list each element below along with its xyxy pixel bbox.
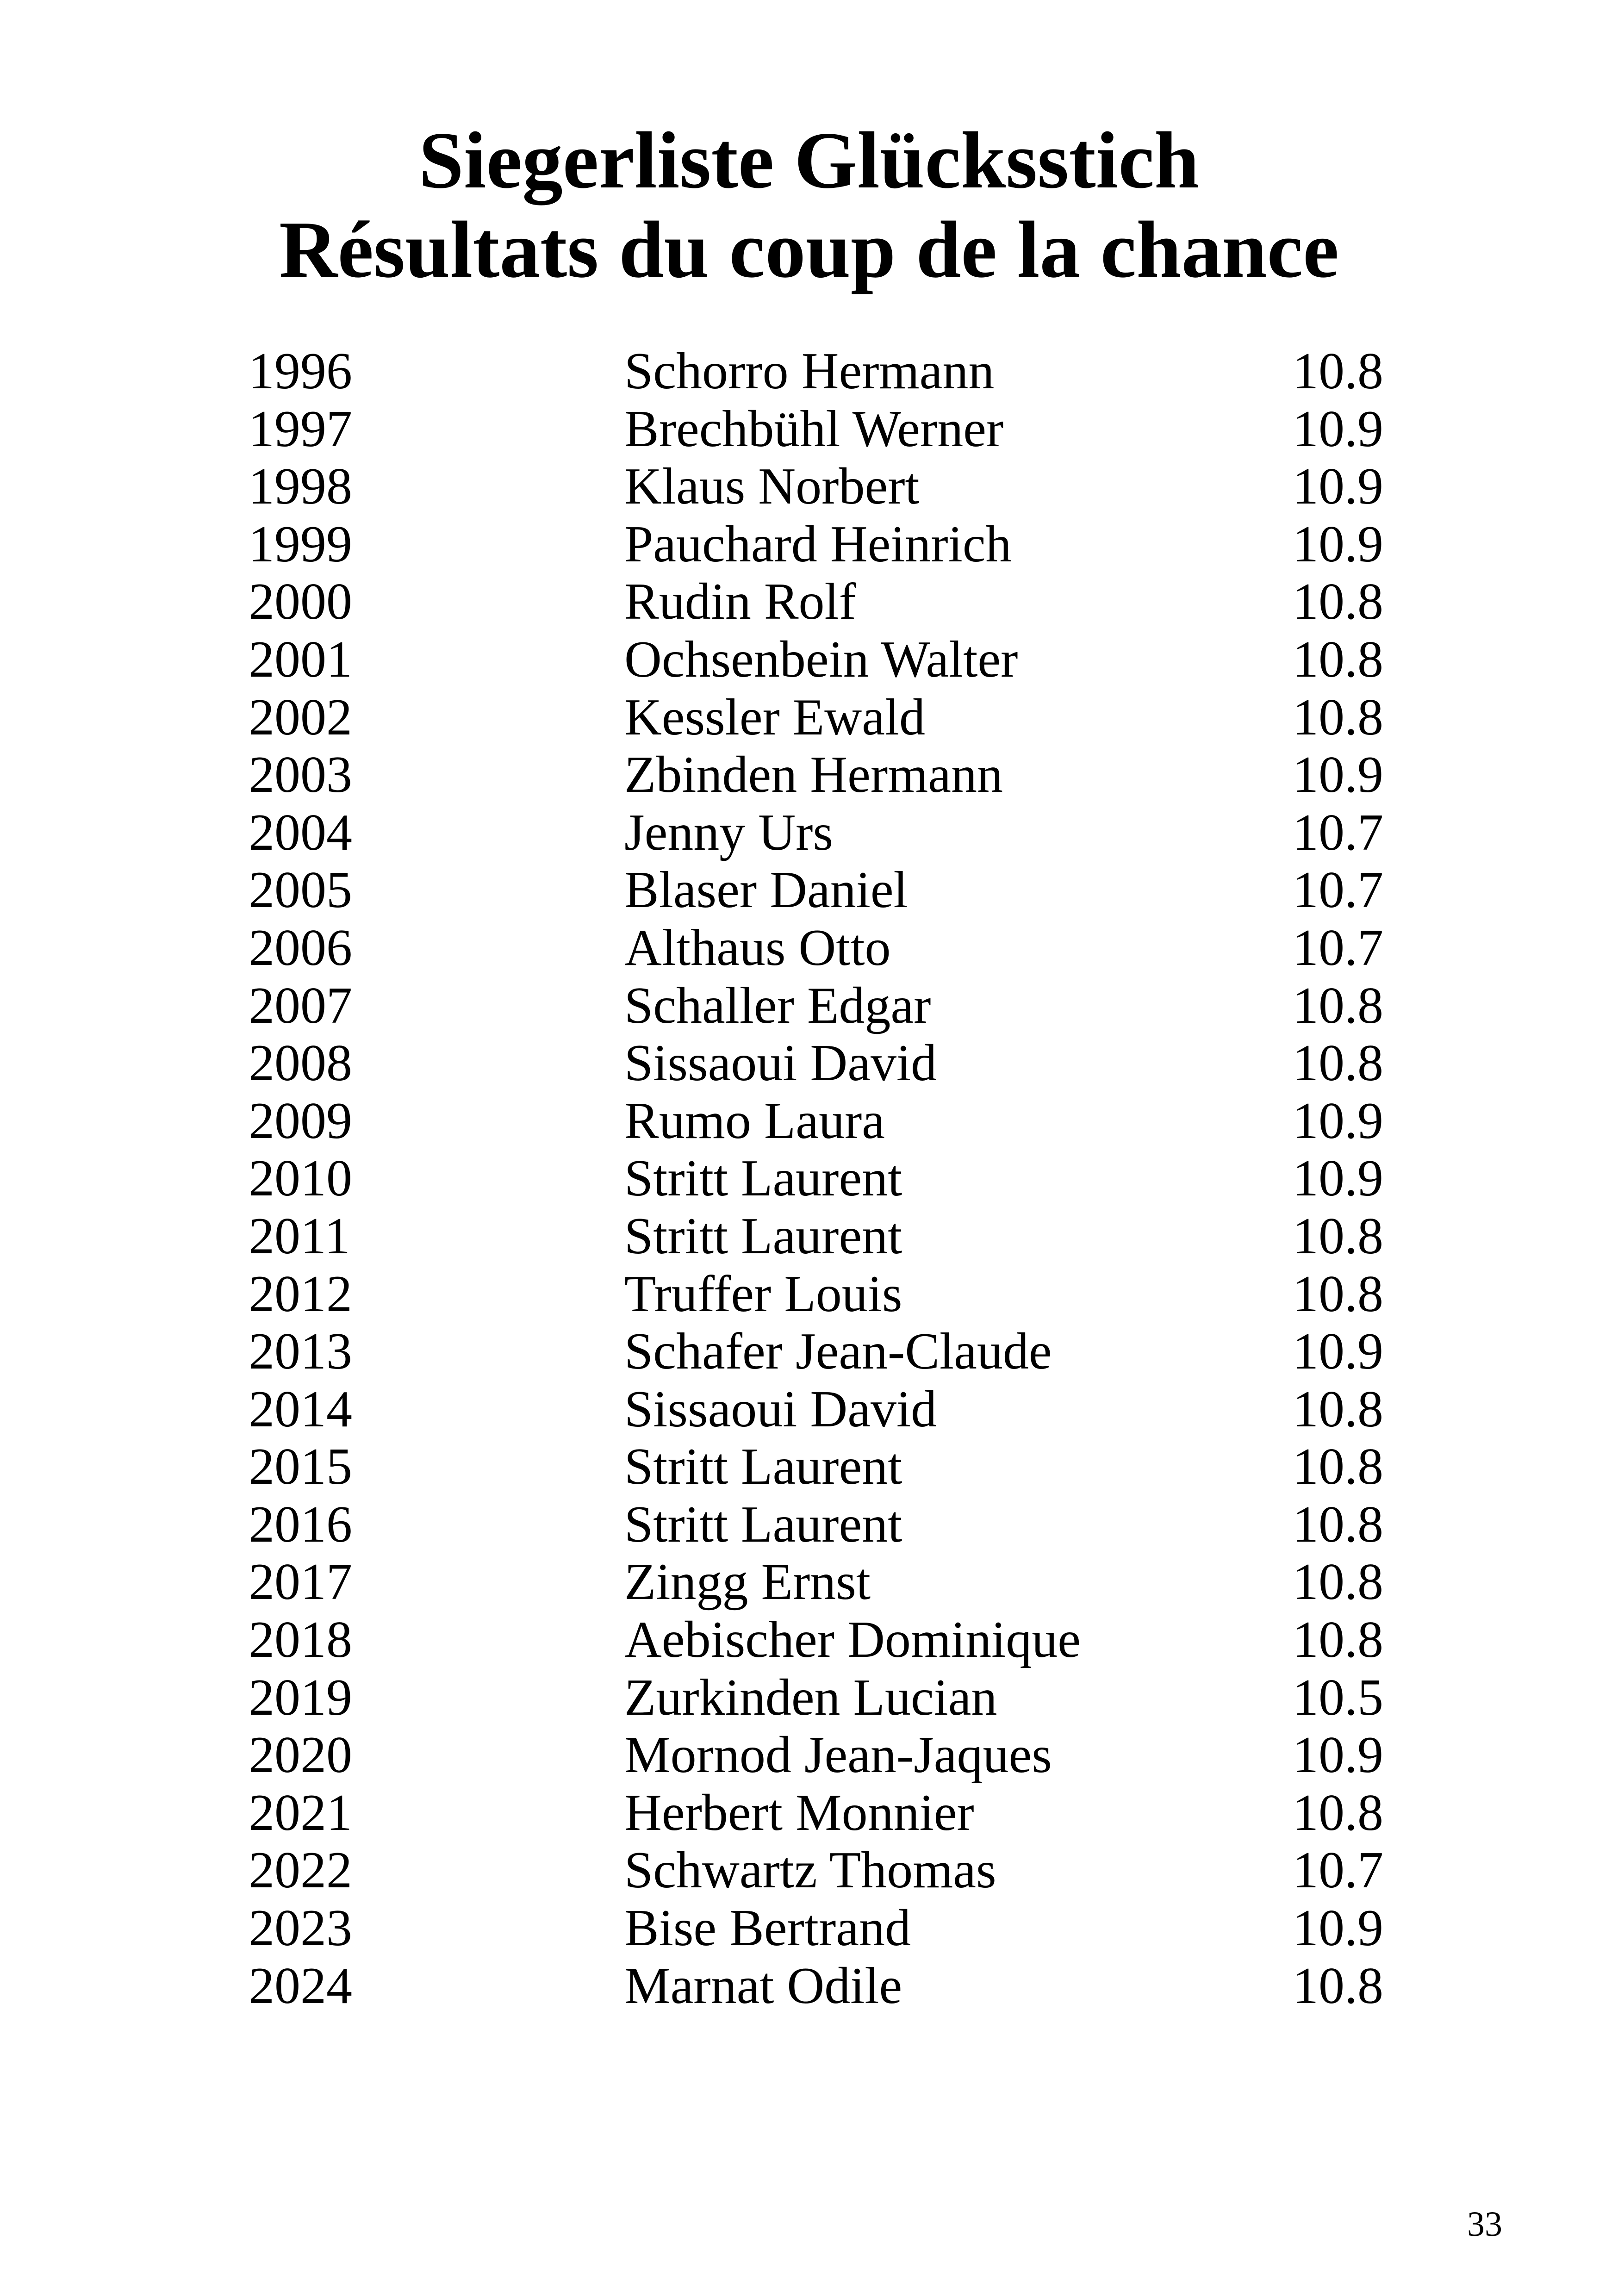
- list-item: [0, 1265, 1618, 1323]
- result-score: 10.7: [1293, 1842, 1383, 1899]
- result-score: 10.8: [1293, 688, 1383, 746]
- result-name: Kessler Ewald: [624, 688, 926, 746]
- list-item: [0, 1784, 1618, 1842]
- list-item: [0, 689, 1618, 747]
- result-score: 10.5: [1293, 1668, 1383, 1726]
- result-score: 10.8: [1293, 1495, 1383, 1553]
- result-year: 2014: [249, 1380, 352, 1438]
- list-item: [0, 1842, 1618, 1899]
- result-year: 2024: [249, 1957, 352, 2015]
- result-name: Stritt Laurent: [624, 1438, 902, 1496]
- list-item: [0, 861, 1618, 919]
- list-item: [0, 1092, 1618, 1150]
- result-score: 10.8: [1293, 1265, 1383, 1323]
- result-name: Blaser Daniel: [624, 861, 908, 919]
- result-year: 2001: [249, 630, 352, 688]
- list-item: [0, 1438, 1618, 1496]
- list-item: [0, 1669, 1618, 1727]
- list-item: [0, 1150, 1618, 1207]
- result-name: Klaus Norbert: [624, 458, 920, 516]
- title-german: Siegerliste Glücksstich: [418, 115, 1200, 205]
- list-item: [0, 573, 1618, 631]
- list-item: [0, 919, 1618, 977]
- result-score: 10.8: [1293, 977, 1383, 1034]
- result-name: Sissaoui David: [624, 1380, 937, 1438]
- result-name: Stritt Laurent: [624, 1150, 902, 1207]
- result-score: 10.8: [1293, 1957, 1383, 2015]
- list-item: [0, 516, 1618, 573]
- list-item: [0, 804, 1618, 862]
- result-year: 2009: [249, 1092, 352, 1150]
- result-year: 2012: [249, 1265, 352, 1323]
- result-score: 10.9: [1293, 515, 1383, 573]
- result-year: 1997: [249, 400, 352, 458]
- result-score: 10.8: [1293, 573, 1383, 631]
- list-item: [0, 400, 1618, 458]
- list-item: [0, 1611, 1618, 1669]
- result-score: 10.8: [1293, 1611, 1383, 1669]
- result-year: 2018: [249, 1611, 352, 1669]
- result-name: Schwartz Thomas: [624, 1842, 996, 1899]
- result-year: 2020: [249, 1726, 352, 1784]
- result-year: 2022: [249, 1842, 352, 1899]
- result-score: 10.8: [1293, 630, 1383, 688]
- result-year: 2023: [249, 1899, 352, 1957]
- page-title: [0, 116, 1618, 294]
- list-item: [0, 1726, 1618, 1784]
- result-year: 1998: [249, 458, 352, 516]
- result-score: 10.8: [1293, 1207, 1383, 1265]
- result-year: 1996: [249, 342, 352, 400]
- result-year: 2021: [249, 1784, 352, 1842]
- result-year: 2006: [249, 919, 352, 977]
- result-year: 2003: [249, 746, 352, 804]
- result-name: Pauchard Heinrich: [624, 515, 1012, 573]
- result-year: 2004: [249, 803, 352, 861]
- result-year: 2007: [249, 977, 352, 1034]
- results-list: [0, 342, 1618, 2015]
- result-score: 10.8: [1293, 342, 1383, 400]
- result-score: 10.9: [1293, 458, 1383, 516]
- result-score: 10.8: [1293, 1438, 1383, 1496]
- list-item: [0, 1957, 1618, 2015]
- result-score: 10.9: [1293, 746, 1383, 804]
- result-score: 10.7: [1293, 861, 1383, 919]
- list-item: [0, 1034, 1618, 1092]
- list-item: [0, 1381, 1618, 1438]
- result-year: 2019: [249, 1668, 352, 1726]
- list-item: [0, 746, 1618, 804]
- result-name: Schorro Hermann: [624, 342, 995, 400]
- result-name: Truffer Louis: [624, 1265, 902, 1323]
- result-name: Aebischer Dominique: [624, 1611, 1081, 1669]
- result-name: Herbert Monnier: [624, 1784, 974, 1842]
- result-score: 10.7: [1293, 803, 1383, 861]
- result-score: 10.9: [1293, 1092, 1383, 1150]
- result-year: 2005: [249, 861, 352, 919]
- result-year: 2016: [249, 1495, 352, 1553]
- list-item: [0, 631, 1618, 689]
- result-score: 10.9: [1293, 1323, 1383, 1381]
- result-year: 2002: [249, 688, 352, 746]
- result-name: Brechbühl Werner: [624, 400, 1004, 458]
- list-item: [0, 458, 1618, 516]
- list-item: [0, 1899, 1618, 1957]
- result-score: 10.8: [1293, 1034, 1383, 1092]
- result-year: 2017: [249, 1553, 352, 1611]
- result-name: Zbinden Hermann: [624, 746, 1003, 804]
- result-score: 10.8: [1293, 1553, 1383, 1611]
- result-score: 10.7: [1293, 919, 1383, 977]
- result-year: 2015: [249, 1438, 352, 1496]
- result-score: 10.8: [1293, 1380, 1383, 1438]
- result-name: Stritt Laurent: [624, 1207, 902, 1265]
- result-name: Schafer Jean-Claude: [624, 1323, 1052, 1381]
- result-year: 1999: [249, 515, 352, 573]
- result-score: 10.9: [1293, 1899, 1383, 1957]
- result-year: 2008: [249, 1034, 352, 1092]
- list-item: [0, 977, 1618, 1035]
- result-name: Marnat Odile: [624, 1957, 902, 2015]
- result-name: Zingg Ernst: [624, 1553, 871, 1611]
- result-name: Mornod Jean-Jaques: [624, 1726, 1052, 1784]
- result-score: 10.9: [1293, 400, 1383, 458]
- result-name: Stritt Laurent: [624, 1495, 902, 1553]
- list-item: [0, 1553, 1618, 1611]
- result-score: 10.9: [1293, 1726, 1383, 1784]
- result-name: Bise Bertrand: [624, 1899, 911, 1957]
- list-item: [0, 1323, 1618, 1381]
- result-name: Rumo Laura: [624, 1092, 885, 1150]
- result-year: 2013: [249, 1323, 352, 1381]
- list-item: [0, 1496, 1618, 1554]
- result-score: 10.9: [1293, 1150, 1383, 1207]
- result-name: Jenny Urs: [624, 803, 834, 861]
- result-name: Rudin Rolf: [624, 573, 856, 631]
- result-name: Althaus Otto: [624, 919, 891, 977]
- result-year: 2000: [249, 573, 352, 631]
- result-year: 2011: [249, 1207, 350, 1265]
- title-french: Résultats du coup de la chance: [279, 205, 1339, 294]
- result-name: Sissaoui David: [624, 1034, 937, 1092]
- list-item: [0, 342, 1618, 400]
- result-year: 2010: [249, 1150, 352, 1207]
- result-name: Ochsenbein Walter: [624, 630, 1018, 688]
- result-score: 10.8: [1293, 1784, 1383, 1842]
- result-name: Zurkinden Lucian: [624, 1668, 997, 1726]
- result-name: Schaller Edgar: [624, 977, 931, 1034]
- page-number: 33: [1467, 2205, 1502, 2244]
- list-item: [0, 1207, 1618, 1265]
